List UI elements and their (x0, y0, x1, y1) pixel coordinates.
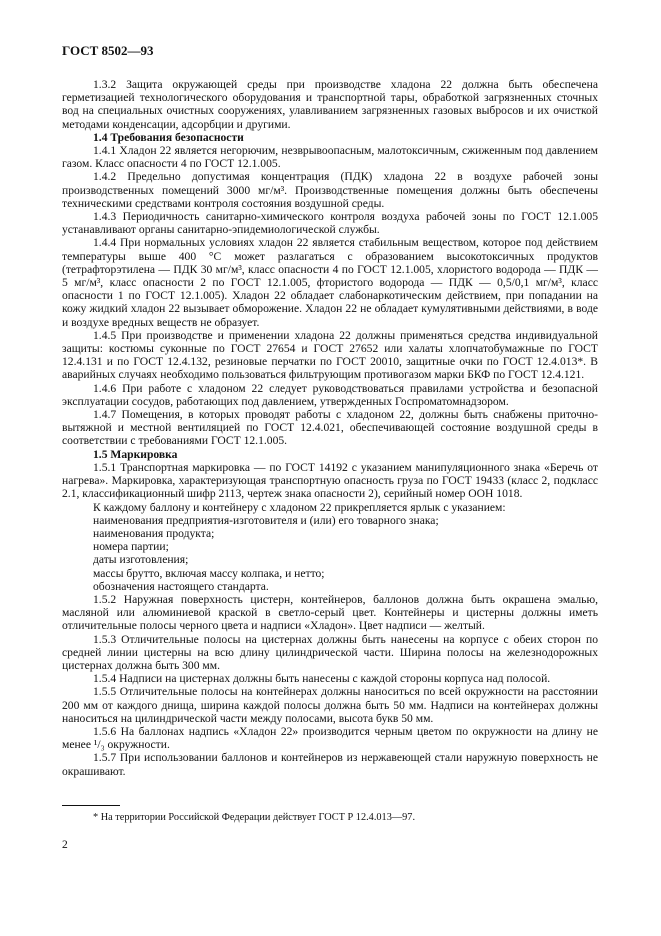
page-number: 2 (62, 839, 68, 851)
footnote-divider (62, 805, 120, 806)
paragraph: К каждому баллону и контейнеру с хладоном 22 прикрепляется ярлык с указанием: (93, 500, 506, 514)
paragraph: 1.3.2 Защита окружающей среды при производстве хладона 22 должна быть обеспечена герметизацией технологического оборудования и транспортной тары, обработкой загрязненных сточных вод на специальных очистных сооружениях, улавливанием загрязненных газовых выбросов и их очисткой методами конденсации, адсорбции и другими. (62, 78, 598, 131)
paragraph: 1.4.3 Периодичность санитарно-химического контроля воздуха рабочей зоны по ГОСТ 12.1.005 устанавливают органы санитарно-эпидемиологической службы. (62, 210, 598, 237)
paragraph: 1.5.7 При использовании баллонов и контейнеров из нержавеющей стали наружную поверхность не окрашивают. (62, 751, 598, 778)
paragraph: 1.5.5 Отличительные полосы на контейнерах должны наноситься по всей окружности на расстоянии 200 мм от каждого днища, ширина каждой полосы должна быть 50 мм. Надписи на контейнерах должны наноситься на цилиндрической части между полосами, высота букв 50 мм. (62, 685, 598, 725)
paragraph: 1.5.3 Отличительные полосы на цистернах должны быть нанесены на корпусе с обеих сторон по средней линии цистерны на всю длину цилиндрической части. Ширина полосы на железнодорожных цистернах должна быть 300 мм. (62, 632, 598, 672)
paragraph: наименования предприятия-изготовителя и (или) его товарного знака; (93, 513, 439, 527)
paragraph: 1.4.2 Предельно допустимая концентрация (ПДК) хладона 22 в воздухе рабочей зоны производственных помещений 3000 мг/м³. Производственные помещения должны быть обеспечены техническими средствами контроля состояния воздушной среды. (62, 170, 598, 210)
paragraph: 1.4.5 При производстве и применении хладона 22 должны применяться средства индивидуальной защиты: костюмы суконные по ГОСТ 27654 и ГОСТ 27652 или халаты хлопчатобумажные по ГОСТ 12.4.131 и по ГОСТ 12.4.132, резиновые перчатки по ГОСТ 20010, защитные очки по ГОСТ 12.4.013*. В аварийных случаях необходимо пользоваться фильтрующим противогазом марки БКФ по ГОСТ 12.4.121. (62, 328, 598, 382)
paragraph: массы брутто, включая массу колпака, и нетто; (93, 566, 325, 580)
paragraph: 1.4.6 При работе с хладоном 22 следует руководствоваться правилами устройства и безопасной эксплуатации сосудов, работающих под давлением, утвержденных Госпроматомнадзором. (62, 381, 598, 408)
paragraph: 1.4.1 Хладон 22 является негорючим, незврывоопасным, малотоксичным, сжиженным под давлением газом. Класс опасности 4 по ГОСТ 12.1.005. (62, 144, 598, 171)
footnote: * На территории Российской Федерации действует ГОСТ Р 12.4.013—97. (93, 812, 416, 823)
paragraph: 1.5.4 Надписи на цистернах должны быть нанесены с каждой стороны корпуса над полосой. (93, 672, 551, 686)
paragraph: обозначения настоящего стандарта. (93, 579, 269, 593)
paragraph: наименования продукта; (93, 526, 215, 540)
paragraph: 1.4.7 Помещения, в которых проводят работы с хладоном 22, должны быть снабжены приточно-вытяжной и местной вентиляцией по ГОСТ 12.4.021, обеспечивающей состояние воздушной среды в соответствии с требованиями ГОСТ 12.1.005. (62, 408, 598, 448)
paragraph: номера партии; (93, 540, 169, 554)
section-heading: 1.5 Маркировка (93, 447, 178, 461)
paragraph: 1.5.1 Транспортная маркировка — по ГОСТ 14192 с указанием манипуляционного знака «Беречь от нагрева». Маркировка, характеризующая транспортную опасность груза по ГОСТ 19433 (класс 2, подкласс 2.1, классификационный шифр 2113, чертеж знака опасности 2), серийный номер ООН 1018. (62, 460, 598, 501)
document-body (62, 78, 598, 778)
paragraph: 1.4.4 При нормальных условиях хладон 22 является стабильным веществом, которое под действием температуры выше 400 °С может разлагаться с образованием высокотоксичных продуктов (тетрафторэтилена — ПДК 30 мг/м³, класс опасности 4 по ГОСТ 12.1.005, хлористого водорода — ПДК — 5 мг/м³, класс опасности 2 по ГОСТ 12.1.005, фтористого водорода — ПДК — 0,5/0,1 мг/м³, класс опасности 1 по ГОСТ 12.1.005). Хладон 22 обладает слабонаркотическим действием, при попадании на кожу жидкий хладон 22 вызывает обморожение. Хладон 22 не обладает кумулятивными действиями, в воде и воздухе вредных веществ не образует. (62, 236, 598, 329)
paragraph: даты изготовления; (93, 553, 189, 567)
section-heading: 1.4 Требования безопасности (93, 130, 244, 144)
paragraph: 1.5.6 На баллонах надпись «Хладон 22» производится черным цветом по окружности на длину не менее ¹/₃ окружности. (62, 724, 598, 752)
document-header: ГОСТ 8502—93 (62, 43, 154, 58)
paragraph: 1.5.2 Наружная поверхность цистерн, контейнеров, баллонов должна быть окрашена эмалью, масляной или алюминиевой краской в светло-серый цвет. Контейнеры и цистерны должны иметь отличительные полосы черного цвета и надписи «Хладон». Цвет надписи — желтый. (62, 592, 598, 633)
